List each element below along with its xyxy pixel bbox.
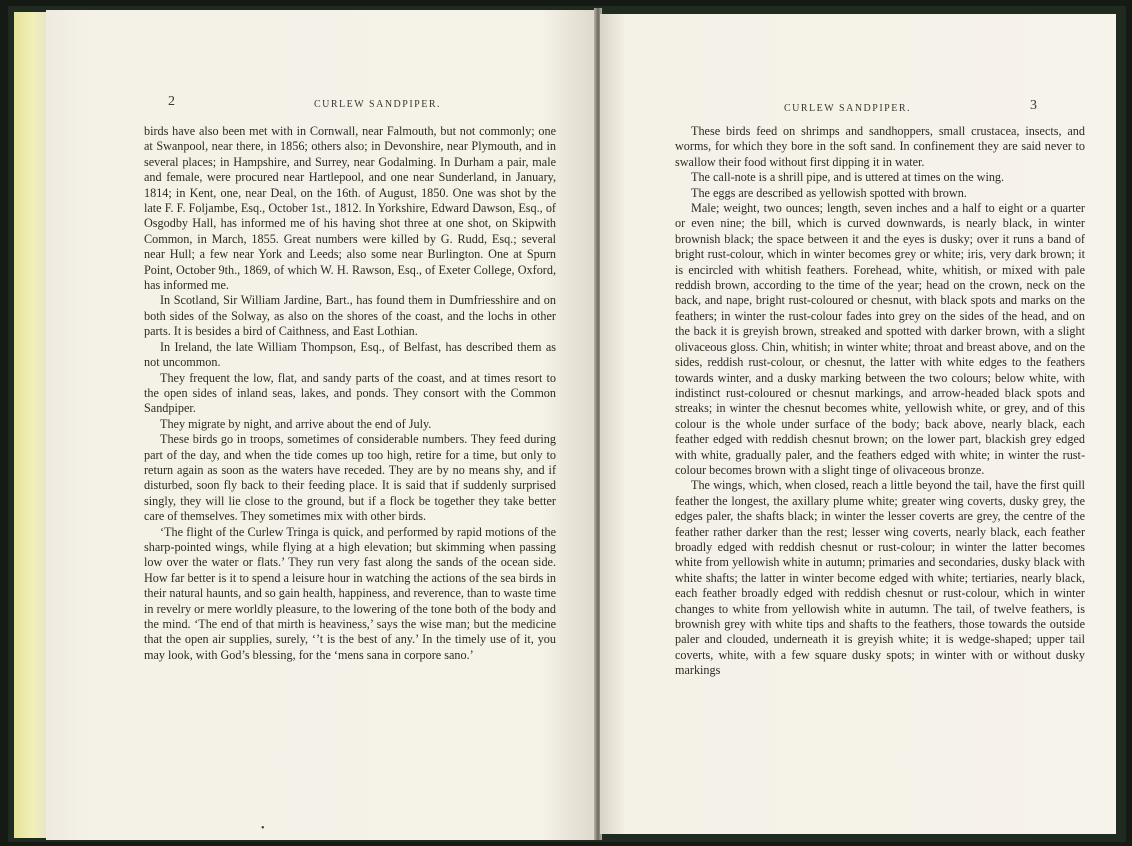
paragraph: They frequent the low, flat, and sandy parts of the coast, and at times resort to the open sides of inland seas, lakes, and ponds. They consort with the Common Sandpiper. [144, 370, 556, 416]
paragraph: Male; weight, two ounces; length, seven inches and a half to eight or a quarter or even nine; the bill, which is curved downwards, is nearly black, in winter brownish black; the space between it and the eyes is dusky; over it runs a band of bright rust-colour, which in winter becomes grey or white; iris, very dark brown; it is encircled with whitish feathers. Forehead, white, whitish, or mixed with pale reddish brown, according to the time of the year; head on the crown, neck on the back, and nape, bright rust-coloured or chesnut, with black spots and marks on the feathers; in winter the rust-colour fades into grey on the sides of the head, and on the back it is greyish brown, streaked and spotted with darker brown, with a slight olivaceous gloss. Chin, whitish; in winter white; throat and breast above, and on the sides, reddish rust-colour, or chesnut, the latter with white edges to the feathers towards winter, and a dusky marking between the two colours; below white, with indistinct rust-coloured or chesnut markings, and arrow-headed black spots and streaks; in winter the chesnut becomes white, yellowish white, or grey, and of this colour is the whole under surface of the body; back above, nearly black, each feather edged with reddish chesnut brown; on the lower part, blackish grey edged with white, gradually paler, and the feathers edged with white; in winter the rust-colour becomes brown with a slight tinge of olivaceous bronze. [675, 201, 1085, 477]
right-page [600, 14, 1116, 834]
page-body [675, 124, 1085, 679]
paragraph: ‘The flight of the Curlew Tringa is quick, and performed by rapid motions of the sharp-pointed wings, while flying at a high elevation; but skimming when passing low over the water or flats.’ They run very fast along the sands of the ocean side. How far better is it to spend a leisure hour in watching the actions of the sea birds in their natural haunts, and so gain health, happiness, and reverence, than to waste time in revelry or mere worldly pleasure, to the lowering of the tone both of the body and the mind. ‘The end of that mirth is heaviness,’ says the wise man; but the medicine that the open air supplies, surely, ‘’t is the best of any.’ In the timely use of it, you may look, with God’s blessing, for the ‘mens sana in corpore sano.’ [144, 524, 556, 662]
paragraph: In Ireland, the late William Thompson, Esq., of Belfast, has described them as not uncommon. [144, 339, 556, 370]
page-number: 3 [1030, 98, 1037, 113]
paragraph: The wings, which, when closed, reach a little beyond the tail, have the first quill feather the longest, the axillary plume white; greater wing coverts, dusky grey, the edges paler, the shafts black; in winter the lesser coverts are grey, the centre of the feather rather darker than the rest; lesser wing coverts, nearly black, each feather broadly edged with reddish chesnut or rust-colour; in winter the latter becomes white from yellowish white in autumn; primaries and secondaries, dusky black with white shafts; the latter in winter become edged with white; tertiaries, nearly black, each feather broadly edged with reddish chesnut or rust-colour, which in winter changes to white from yellowish white in autumn. The tail, of twelve feathers, is brownish grey with white tips and shafts to the feathers, those towards the outside paler and clouded, underneath it is greyish white; it is wedge-shaped; upper tail coverts, white, with a few square dusky spots; in winter with or without dusky markings [675, 478, 1085, 678]
paragraph: They migrate by night, and arrive about the end of July. [160, 416, 432, 431]
running-head: CURLEW SANDPIPER. [784, 103, 911, 114]
page-edges [14, 12, 46, 838]
paragraph: These birds feed on shrimps and sandhoppers, small crustacea, insects, and worms, for which they bore in the soft sand. In confinement they are said never to swallow their food without first dipping it in water. [675, 124, 1085, 169]
paragraph: In Scotland, Sir William Jardine, Bart., has found them in Dumfriesshire and on both sides of the Solway, as also on the shores of the coast, and the lochs in other parts. It is besides a bird of Caithness, and East Lothian. [144, 293, 556, 339]
running-head: CURLEW SANDPIPER. [314, 99, 441, 110]
paragraph: The call-note is a shrill pipe, and is uttered at times on the wing. [691, 170, 1005, 185]
footer-mark: • [261, 823, 265, 834]
page-body [144, 124, 556, 663]
page-number: 2 [168, 94, 175, 109]
left-page [46, 10, 596, 840]
paragraph: birds have also been met with in Cornwall, near Falmouth, but not commonly; one at Swanpool, near there, in 1856; others also; in Devonshire, near Plymouth, and in several places; in Hampshire, and Surrey, near Godalming. In Durham a pair, male and female, were procured near Hartlepool, and one near Sunderland, in January, 1814; in Kent, one, near Deal, on the 16th. of August, 1850. One was shot by the late F. F. Foljambe, Esq., October 1st., 1812. In Yorkshire, Edward Dawson, Esq., of Osgodby Hall, has informed me of his having shot three at one shot, on Skipwith Common, in March, 1855. Great numbers were killed by G. Rudd, Esq.; several near Hull; a few near York and Leeds; also some near Burlington. One at Spurn Point, October 9th., 1869, of which W. H. Rawson, Esq., of Exeter College, Oxford, has informed me. [144, 124, 556, 293]
paragraph: The eggs are described as yellowish spotted with brown. [691, 185, 967, 200]
paragraph: These birds go in troops, sometimes of considerable numbers. They feed during part of the day, and when the tide comes up too high, retire for a time, but only to return again as soon as the waters have receded. They are by no means shy, and if disturbed, soon fly back to their feeding place. It is said that if suddenly surprised singly, they will lie close to the ground, but if a flock be together they take better care of themselves. They sometimes mix with other birds. [144, 432, 556, 524]
